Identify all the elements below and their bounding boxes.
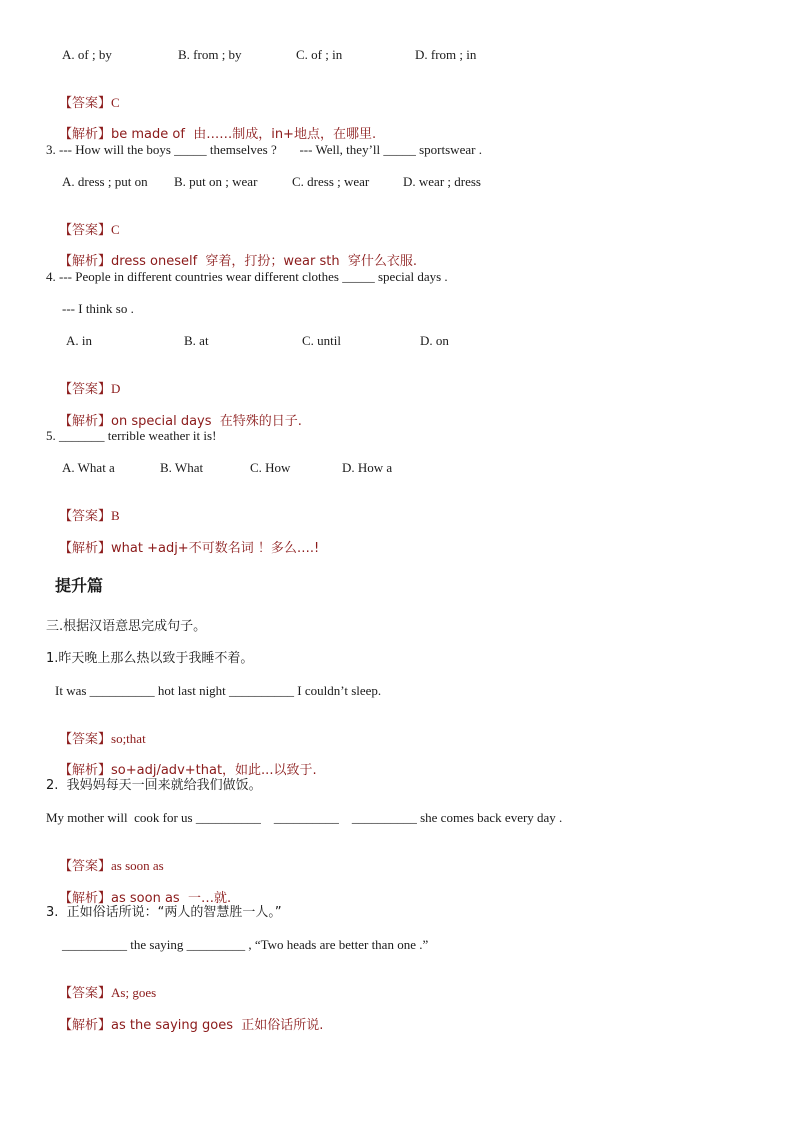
q5-option-c: C. How: [250, 460, 291, 475]
q5-option-a: A. What a: [62, 460, 115, 475]
q2-option-d: D. from ; in: [415, 47, 477, 62]
section3-instruction: 三.根据汉语意思完成句子。: [46, 619, 207, 634]
s1-analysis: 【解析】so+adj/adv+that，如此...以致于.: [59, 763, 317, 778]
s3-answer: 【答案】As; goes: [59, 985, 157, 1001]
s2-analysis: 【解析】as soon as 一…就.: [59, 891, 232, 906]
q2-analysis: 【解析】be made of 由……制成，in+地点，在哪里.: [59, 127, 377, 142]
s3-chinese: 3. 正如俗话所说：“两人的智慧胜一人。”: [46, 905, 282, 920]
q3-option-d: D. wear ; dress: [403, 174, 481, 189]
s1-chinese: 1.昨天晚上那么热以致于我睡不着。: [46, 651, 254, 666]
q5-analysis: 【解析】what +adj+不可数名词 ！多么….!: [59, 541, 320, 556]
q4-option-a: A. in: [66, 333, 92, 348]
q5-answer: 【答案】B: [59, 508, 120, 524]
q3-option-a: A. dress ; put on: [62, 174, 148, 189]
q2-option-b: B. from ; by: [178, 47, 242, 62]
q2-option-a: A. of ; by: [62, 47, 112, 62]
q5-stem: 5. _______ terrible weather it is!: [46, 428, 217, 443]
s1-english: It was __________ hot last night __________ I couldn’t sleep.: [55, 683, 382, 698]
s2-chinese: 2. 我妈妈每天一回来就给我们做饭。: [46, 778, 262, 793]
s3-analysis: 【解析】as the saying goes 正如俗话所说.: [59, 1018, 324, 1033]
q3-stem: 3. --- How will the boys _____ themselves ? --- Well, they’ll _____ sportswear .: [46, 142, 482, 157]
s2-answer: 【答案】as soon as: [59, 858, 164, 874]
s1-answer: 【答案】so;that: [59, 731, 146, 747]
q2-answer: 【答案】C: [59, 95, 120, 111]
q5-option-b: B. What: [160, 460, 204, 475]
q3-option-c: C. dress ; wear: [292, 174, 370, 189]
q2-option-c: C. of ; in: [296, 47, 343, 62]
q4-stem: 4. --- People in different countries wear different clothes _____ special days .: [46, 269, 448, 284]
s3-english: __________ the saying _________ , “Two heads are better than one .”: [62, 937, 429, 952]
q3-answer: 【答案】C: [59, 222, 120, 238]
s2-english: My mother will cook for us __________ __________ __________ she comes back every day .: [46, 810, 563, 825]
q4-answer: 【答案】D: [59, 381, 121, 397]
q4-analysis: 【解析】on special days 在特殊的日子.: [59, 414, 302, 429]
q3-analysis: 【解析】dress oneself 穿着，打扮；wear sth 穿什么衣服.: [59, 254, 417, 269]
q4-reply: --- I think so .: [62, 301, 134, 316]
q5-option-d: D. How a: [342, 460, 393, 475]
q4-option-d: D. on: [420, 333, 449, 348]
section-title: 提升篇: [55, 576, 104, 595]
q4-option-c: C. until: [302, 333, 342, 348]
q3-option-b: B. put on ; wear: [174, 174, 258, 189]
q4-option-b: B. at: [184, 333, 209, 348]
